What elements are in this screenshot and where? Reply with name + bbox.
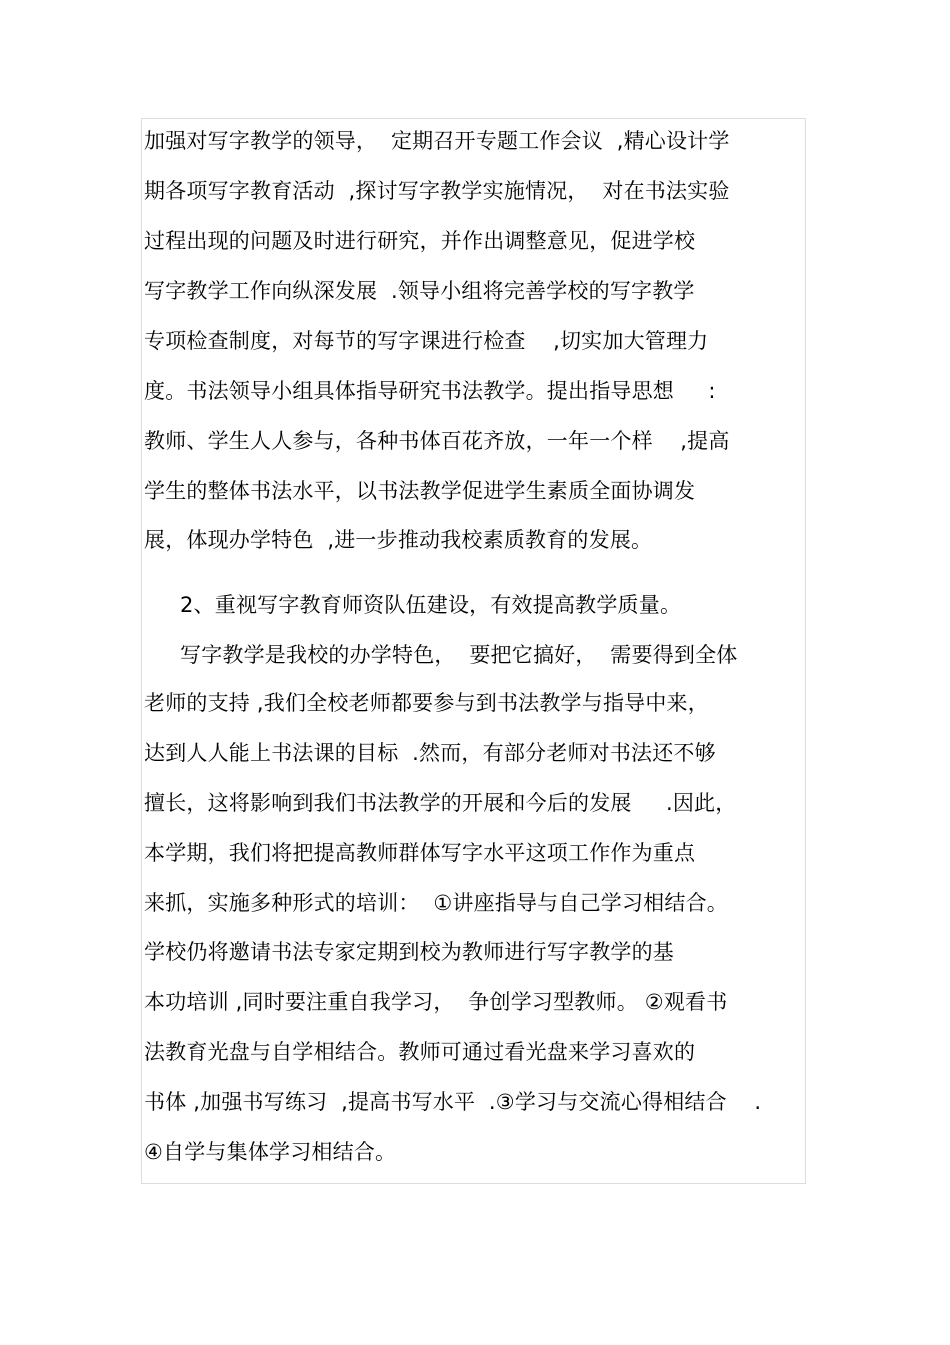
paragraph-line: 展，体现办学特色 ,进一步推动我校素质教育的发展。 xyxy=(144,528,653,552)
paragraph-first-line: 写字教学是我校的办学特色， 要把它搞好， 需要得到全体 xyxy=(180,643,738,667)
paragraph-line: 教师、学生人人参与，各种书体百花齐放，一年一个样 ,提高 xyxy=(144,429,730,453)
paragraph-line: 期各项写字教育活动 ,探讨写字教学实施情况， 对在书法实验 xyxy=(144,179,730,203)
paragraph-line: 本功培训 ,同时要注重自我学习， 争创学习型教师。 ②观看书 xyxy=(144,990,728,1014)
paragraph-line: 学校仍将邀请书法专家定期到校为教师进行写字教学的基 xyxy=(144,940,674,964)
paragraph-line: ④自学与集体学习相结合。 xyxy=(144,1140,397,1164)
paragraph-line: 专项检查制度，对每节的写字课进行检查 ,切实加大管理力 xyxy=(144,329,709,353)
paragraph-line: 学生的整体书法水平，以书法教学促进学生素质全面协调发 xyxy=(144,479,696,503)
paragraph-line: 本学期，我们将把提高教师群体写字水平这项工作作为重点 xyxy=(144,841,696,865)
paragraph-line: 来抓，实施多种形式的培训： ①讲座指导与自己学习相结合。 xyxy=(144,891,728,915)
paragraph-line: 过程出现的问题及时进行研究，并作出调整意见，促进学校 xyxy=(144,229,696,253)
paragraph-line: 达到人人能上书法课的目标 .然而，有部分老师对书法还不够 xyxy=(144,741,716,765)
paragraph-line: 写字教学工作向纵深发展 .领导小组将完善学校的写字教学 xyxy=(144,279,695,303)
paragraph-line: 书体 ,加强书写练习 ,提高书写水平 .③学习与交流心得相结合 . xyxy=(144,1090,762,1114)
paragraph-line: 法教育光盘与自学相结合。教师可通过看光盘来学习喜欢的 xyxy=(144,1040,696,1064)
paragraph-line: 老师的支持 ,我们全校老师都要参与到书法教学与指导中来， xyxy=(144,691,709,715)
paragraph-line: 加强对写字教学的领导， 定期召开专题工作会议 ,精心设计学 xyxy=(144,129,730,153)
paragraph-line: 度。书法领导小组具体指导研究书法教学。提出指导思想 : xyxy=(144,379,716,403)
paragraph-line: 擅长，这将影响到我们书法教学的开展和今后的发展 .因此， xyxy=(144,791,737,815)
section-heading: 2、重视写字教育师资队伍建设，有效提高教学质量。 xyxy=(180,593,682,617)
